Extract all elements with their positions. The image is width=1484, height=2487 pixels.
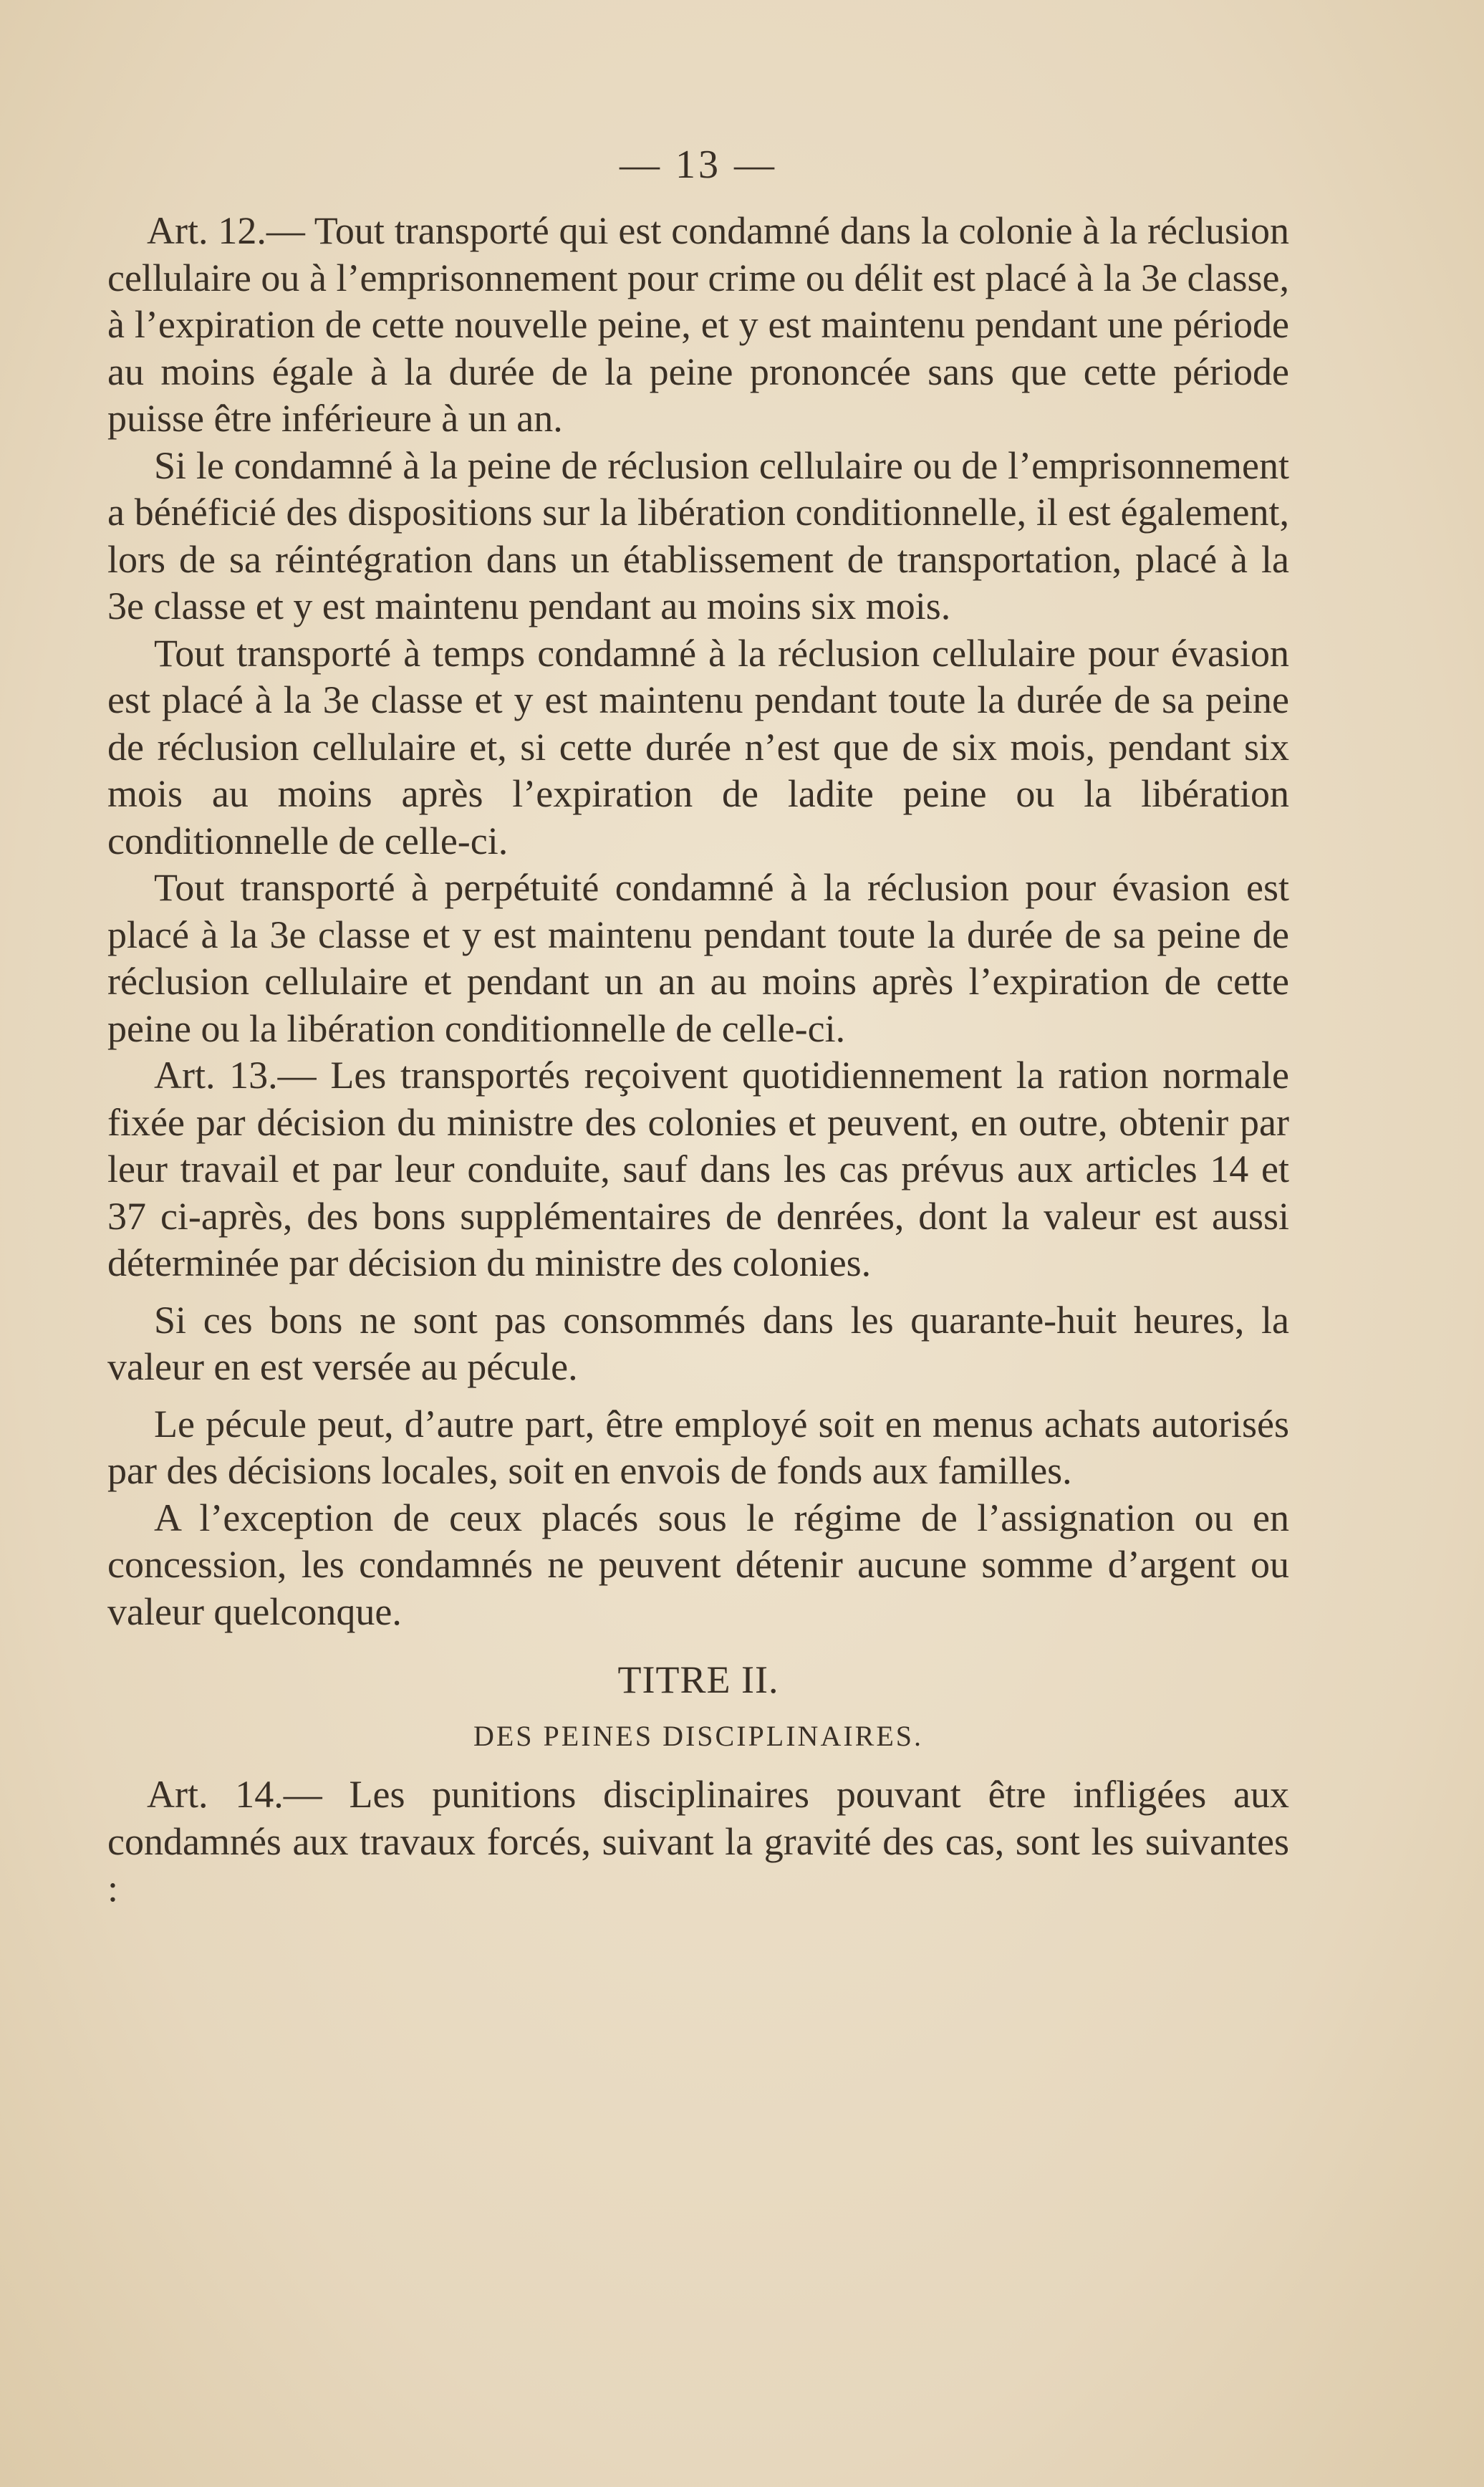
section-title: TITRE II. (617, 1658, 779, 1701)
paragraph-pecule-emploi: Le pécule peut, d’autre part, être employé soit en menus achats autorisés par des décisions locales, soit en envois de fonds aux familles. (107, 1402, 1289, 1492)
paragraph-bons-pecule: Si ces bons ne sont pas consommés dans les quarante-huit heures, la valeur en est versée au pécule. (107, 1298, 1289, 1388)
paragraph-exception-assignation: A l’exception de ceux placés sous le régime de l’assignation ou en concession, les condamnés ne peuvent détenir aucune somme d’argent ou valeur quelconque. (107, 1496, 1289, 1633)
section-subtitle: DES PEINES DISCIPLINAIRES. (473, 1720, 924, 1752)
page-number: — 13 — (620, 143, 777, 187)
paragraph-article-13: Art. 13.— Les transportés reçoivent quotidiennement la ration normale fixée par décision du ministre des colonies et peuvent, en outre, obtenir par leur travail et par leur conduite, sauf dans les cas prévus aux articles 14 et 37 ci-après, des bons supplémentaires de denrées, dont la valeur est aussi déterminée par décision du ministre des colonies. (107, 1054, 1289, 1284)
paragraph-article-12: Art. 12.— Tout transporté qui est condamné dans la colonie à la réclusion cellulaire ou à l’emprisonnement pour crime ou délit est placé à la 3e classe, à l’expiration de cette nouvelle peine, et y est maintenu pendant une période au moins égale à la durée de la peine prononcée sans que cette période puisse être inférieure à un an. (107, 209, 1289, 440)
document-page (107, 136, 1289, 1913)
paragraph-transporte-a-temps: Tout transporté à temps condamné à la réclusion cellulaire pour évasion est placé à la 3e classe et y est maintenu pendant toute la durée de sa peine de réclusion cellulaire et, si cette durée n’est que de six mois, pendant six mois au moins après l’expiration de ladite peine ou la libération conditionnelle de celle-ci. (107, 631, 1289, 862)
paragraph-transporte-a-perpetuite: Tout transporté à perpétuité condamné à la réclusion pour évasion est placé à la 3e classe et y est maintenu pendant toute la durée de sa peine de réclusion cellulaire et pendant un an au moins après l’expiration de cette peine ou la libération conditionnelle de celle-ci. (107, 866, 1289, 1050)
paragraph-liberation-conditionnelle: Si le condamné à la peine de réclusion cellulaire ou de l’emprisonnement a bénéficié des dispositions sur la libération conditionnelle, il est également, lors de sa réintégration dans un établissement de transportation, placé à la 3e classe et y est maintenu pendant au moins six mois. (107, 443, 1289, 627)
paragraph-article-14: Art. 14.— Les punitions disciplinaires pouvant être infligées aux condamnés aux travaux forcés, suivant la gravité des cas, sont les suivantes : (107, 1773, 1289, 1910)
